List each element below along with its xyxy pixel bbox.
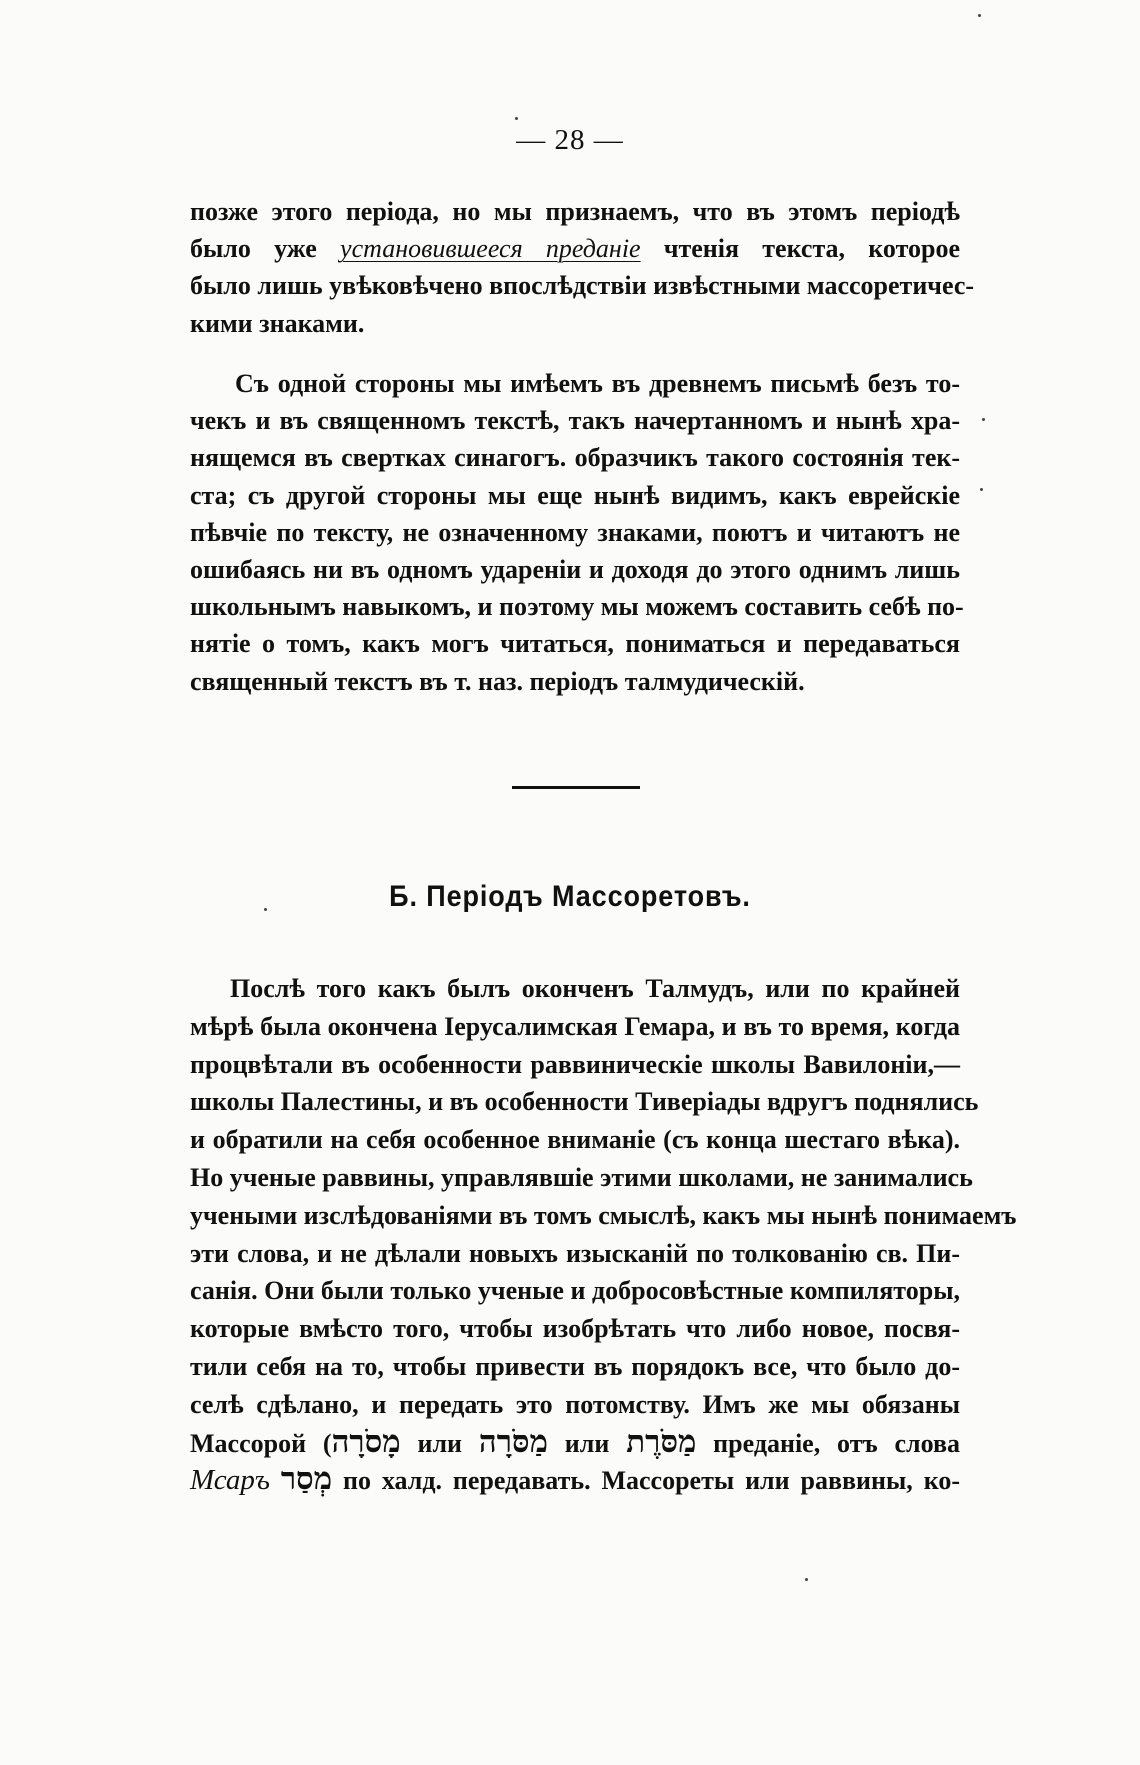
text-line: селѣ сдѣлано, и передать это потомству. Имъ же мы обязаны bbox=[190, 1389, 960, 1419]
paragraph-1 bbox=[190, 193, 975, 342]
text-line: чекъ и въ священномъ текстѣ, такъ начертанномъ и нынѣ хра- bbox=[190, 406, 960, 436]
text-fragment: или bbox=[547, 1428, 627, 1458]
text-fragment: или bbox=[400, 1428, 479, 1458]
page-number: — 28 — bbox=[516, 124, 624, 156]
scan-speck bbox=[978, 14, 981, 17]
scan-speck bbox=[515, 117, 518, 120]
text-line: мѣрѣ была окончена Іерусалимская Гемара, и въ то время, когда bbox=[190, 1011, 960, 1041]
text-line: нящемся въ свертках синагогъ. образчикъ такого состоянія тек- bbox=[190, 443, 960, 473]
text-line: которые вмѣсто того, чтобы изобрѣтать что либо новое, посвя- bbox=[190, 1314, 960, 1344]
scan-speck bbox=[982, 418, 985, 421]
paragraph-3 bbox=[190, 970, 1017, 1499]
text-line bbox=[190, 230, 960, 267]
text-line: процвѣтали въ особенности раввиническіе школы Вавилоніи,— bbox=[190, 1049, 960, 1079]
text-line: ошибаясь ни въ одномъ удареніи и доходя до этого однимъ лишь bbox=[190, 554, 960, 584]
hebrew-word: מַסֹּרֶת bbox=[626, 1423, 697, 1460]
text-line bbox=[190, 1461, 960, 1499]
text-line: эти слова, и не дѣлали новыхъ изысканій по толкованію св. Пи- bbox=[190, 1238, 960, 1268]
text-fragment: Массорой ( bbox=[190, 1428, 332, 1458]
hebrew-word: מַסֹּרָה bbox=[478, 1423, 548, 1460]
text-line: нятіе о томъ, какъ могъ читаться, пониматься и передаваться bbox=[190, 629, 960, 659]
text-line: было лишь увѣковѣчено впослѣдствіи извѣстными массоретичес- bbox=[190, 271, 975, 301]
text-line: и обратили на себя особенное вниманіе (съ конца шестаго вѣка). bbox=[190, 1125, 960, 1155]
text-line: священный текстъ въ т. наз. періодъ талмудическій. bbox=[190, 666, 805, 696]
text-fragment: было уже bbox=[190, 234, 341, 264]
text-line: Послѣ того какъ былъ оконченъ Талмудъ, или по крайней bbox=[230, 974, 960, 1003]
text-line: школьнымъ навыкомъ, и поэтому мы можемъ составить себѣ по- bbox=[190, 592, 964, 622]
paragraph-2 bbox=[190, 365, 964, 700]
text-line: санія. Они были только ученые и добросовѣстные компиляторы, bbox=[190, 1276, 960, 1306]
emphasized-phrase: установившееся преданіе bbox=[340, 234, 641, 264]
section-divider bbox=[512, 786, 640, 789]
text-line: пѣвчіе по тексту, не означенному знаками, поютъ и читаютъ не bbox=[190, 517, 960, 547]
scan-speck bbox=[264, 908, 267, 911]
hebrew-word: מָסֹרָה bbox=[331, 1423, 401, 1460]
text-line: учеными изслѣдованіями въ томъ смыслѣ, какъ мы нынѣ понимаемъ bbox=[190, 1200, 1017, 1230]
section-heading: Б. Періодъ Массоретовъ. bbox=[389, 880, 751, 913]
hebrew-word: מְסַר bbox=[280, 1461, 333, 1498]
text-fragment: преданіе, отъ слова bbox=[696, 1428, 960, 1458]
italic-word: Мсаръ bbox=[190, 1464, 270, 1497]
scan-speck bbox=[980, 488, 983, 491]
text-line: Съ одной стороны мы имѣемъ въ древнемъ письмѣ безъ то- bbox=[235, 369, 960, 398]
text-line: кими знаками. bbox=[190, 308, 365, 338]
text-fragment: чтенія текста, которое bbox=[640, 234, 960, 264]
massora-line bbox=[190, 1424, 960, 1462]
text-fragment: по халд. передавать. Массореты или раввины, ко- bbox=[332, 1466, 961, 1496]
text-line: тили себя на то, чтобы привести въ порядокъ все, что было до- bbox=[190, 1351, 960, 1381]
scan-speck bbox=[805, 1578, 808, 1581]
text-line: школы Палестины, и въ особенности Тиверіады вдругъ поднялись bbox=[190, 1087, 979, 1117]
text-line: позже этого періода, но мы признаемъ, что въ этомъ періодѣ bbox=[190, 197, 960, 226]
text-line: Но ученые раввины, управлявшіе этими школами, не занимались bbox=[190, 1162, 973, 1192]
text-line: ста; съ другой стороны мы еще нынѣ видимъ, какъ еврейскіе bbox=[190, 480, 960, 510]
